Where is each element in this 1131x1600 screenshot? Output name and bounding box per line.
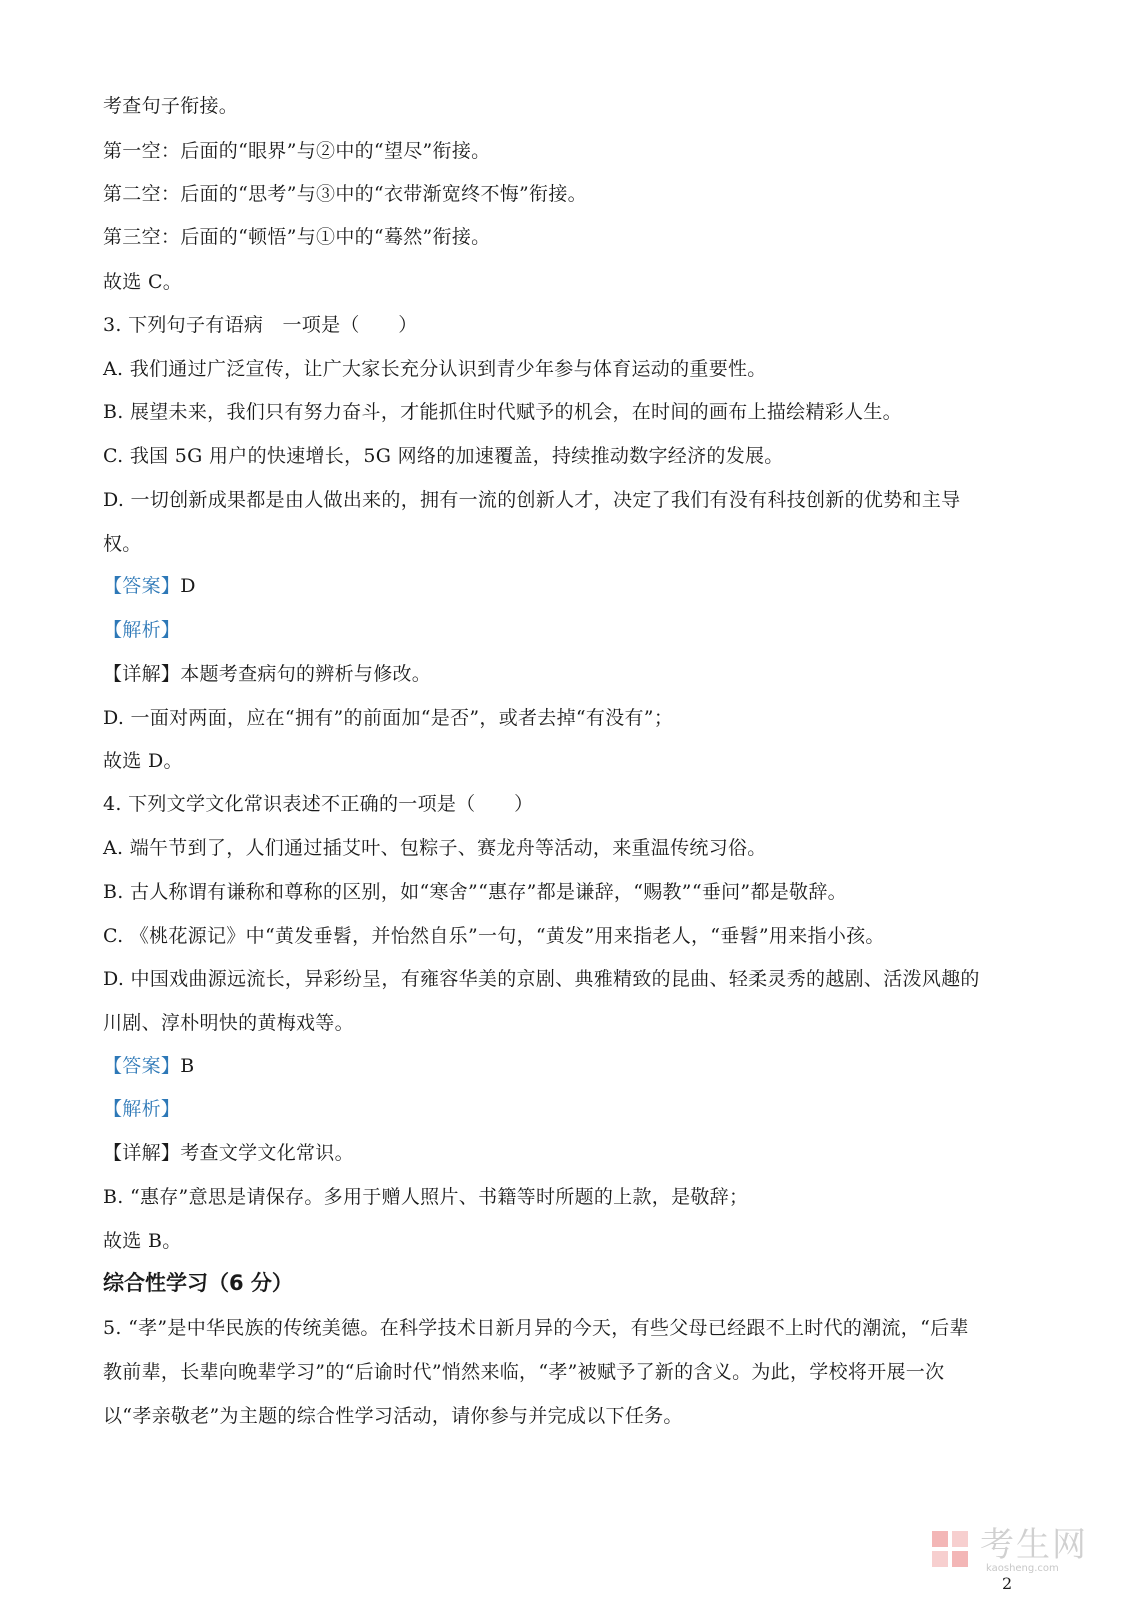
- analysis-tag: 【解析】: [103, 1098, 181, 1120]
- question-5-stem-cont: 以“孝亲敬老”为主题的综合性学习活动，请你参与并完成以下任务。: [103, 1405, 683, 1427]
- watermark-icon: [930, 1527, 974, 1573]
- watermark-text: 考生网: [980, 1525, 1088, 1565]
- text-line: 考查句子衔接。: [103, 95, 239, 117]
- analysis-line: [103, 618, 180, 642]
- text-line: 故选 D。: [103, 750, 183, 772]
- answer-line: [103, 1054, 194, 1078]
- question-4-option-c: C. 《桃花源记》中“黄发垂髫，并怡然自乐”一句，“黄发”用来指老人，“垂髫”用来指小孩。: [103, 925, 885, 947]
- page-number: 2: [1002, 1574, 1013, 1593]
- answer-value: D: [180, 575, 196, 597]
- text-line: 第二空：后面的“思考”与③中的“衣带渐宽终不悔”衔接。: [103, 183, 587, 205]
- answer-value: B: [180, 1055, 195, 1077]
- question-5-stem-cont: 教前辈，长辈向晚辈学习”的“后谕时代”悄然来临，“孝”被赋予了新的含义。为此，学校将开展一次: [103, 1361, 945, 1383]
- detail-line: 【详解】考查文学文化常识。: [103, 1142, 354, 1164]
- question-3-stem: 3. 下列句子有语病 一项是（ ）: [103, 314, 418, 336]
- question-4-option-d: D. 中国戏曲源远流长，异彩纷呈，有雍容华美的京剧、典雅精致的昆曲、轻柔灵秀的越剧、活泼风趣的: [103, 968, 980, 990]
- question-3-option-d: D. 一切创新成果都是由人做出来的，拥有一流的创新人才，决定了我们有没有科技创新的优势和主导: [103, 489, 961, 511]
- answer-tag: 【答案】: [103, 1055, 181, 1077]
- question-4-option-a: A. 端午节到了，人们通过插艾叶、包粽子、赛龙舟等活动，来重温传统习俗。: [103, 837, 767, 859]
- question-5-stem: 5. “孝”是中华民族的传统美德。在科学技术日新月异的今天，有些父母已经跟不上时代的潮流，“后辈: [103, 1317, 969, 1339]
- analysis-tag: 【解析】: [103, 619, 181, 641]
- answer-tag: 【答案】: [103, 575, 181, 597]
- answer-line: [103, 574, 196, 598]
- section-title: 综合性学习（6 分）: [103, 1271, 293, 1295]
- watermark-logo: [930, 1527, 1090, 1577]
- detail-line: 【详解】本题考查病句的辨析与修改。: [103, 663, 432, 685]
- question-3-option-b: B. 展望未来，我们只有努力奋斗，才能抓住时代赋予的机会，在时间的画布上描绘精彩人生。: [103, 401, 902, 423]
- question-3-option-d-cont: 权。: [103, 533, 142, 555]
- text-line: 故选 B。: [103, 1230, 182, 1252]
- question-4-option-d-cont: 川剧、淳朴明快的黄梅戏等。: [103, 1012, 354, 1034]
- question-4-stem: 4. 下列文学文化常识表述不正确的一项是（ ）: [103, 793, 534, 815]
- text-line: 故选 C。: [103, 271, 183, 293]
- watermark-subtext: kaosheng.com: [986, 1563, 1059, 1574]
- text-line: 第三空：后面的“顿悟”与①中的“蓦然”衔接。: [103, 226, 491, 248]
- analysis-line: [103, 1097, 180, 1121]
- question-3-option-c: C. 我国 5G 用户的快速增长，5G 网络的加速覆盖，持续推动数字经济的发展。: [103, 445, 784, 467]
- question-3-option-a: A. 我们通过广泛宣传，让广大家长充分认识到青少年参与体育运动的重要性。: [103, 358, 767, 380]
- question-4-option-b: B. 古人称谓有谦称和尊称的区别，如“寒舍”“惠存”都是谦辞，“赐教”“垂问”都是敬辞。: [103, 881, 847, 903]
- text-line: D. 一面对两面，应在“拥有”的前面加“是否”，或者去掉“有没有”；: [103, 707, 674, 729]
- text-line: B. “惠存”意思是请保存。多用于赠人照片、书籍等时所题的上款，是敬辞；: [103, 1186, 749, 1208]
- text-line: 第一空：后面的“眼界”与②中的“望尽”衔接。: [103, 140, 491, 162]
